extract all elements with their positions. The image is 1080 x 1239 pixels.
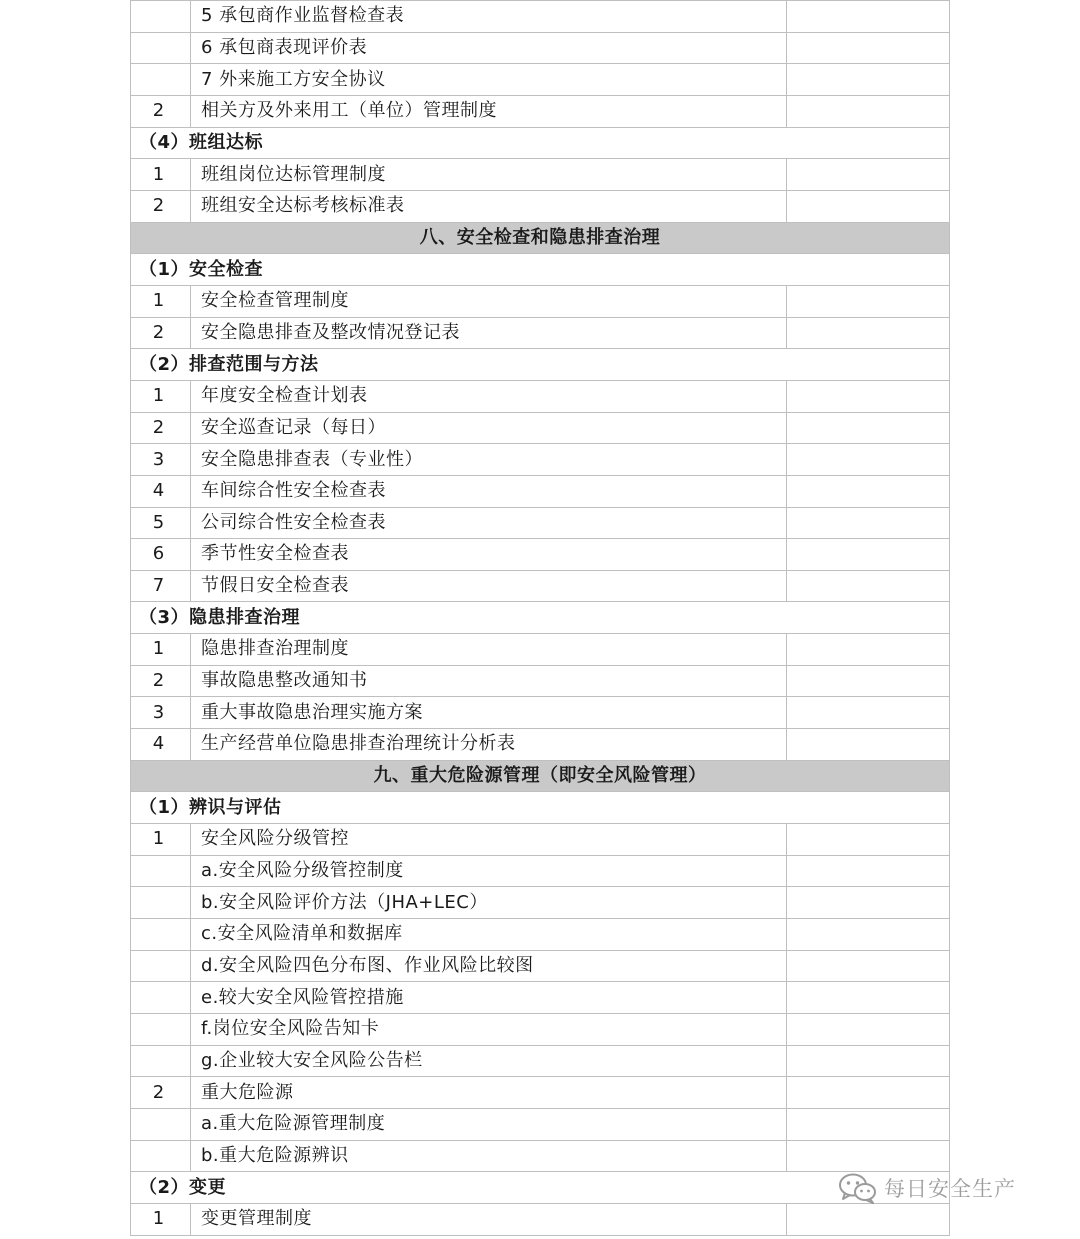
row-item-text: 隐患排查治理制度 — [191, 634, 787, 666]
table-row — [131, 950, 950, 982]
subsection-title: （2）排查范围与方法 — [131, 349, 950, 381]
row-item-text: 生产经营单位隐患排查治理统计分析表 — [191, 729, 787, 761]
row-remark-cell — [787, 475, 950, 507]
row-number — [131, 887, 191, 919]
table-row — [131, 380, 950, 412]
row-item-text: 变更管理制度 — [191, 1203, 787, 1235]
row-item-text: c.安全风险清单和数据库 — [191, 919, 787, 951]
watermark-text: 每日安全生产 — [884, 1177, 1016, 1201]
table-row — [131, 32, 950, 64]
table-row — [131, 729, 950, 761]
row-number: 2 — [131, 190, 191, 222]
row-number — [131, 1014, 191, 1046]
subsection-title: （2）变更 — [131, 1172, 950, 1204]
row-remark-cell — [787, 190, 950, 222]
row-item-text: a.重大危险源管理制度 — [191, 1108, 787, 1140]
row-item-text: e.较大安全风险管控措施 — [191, 982, 787, 1014]
row-item-text: 节假日安全检查表 — [191, 570, 787, 602]
table-row — [131, 887, 950, 919]
table-row — [131, 919, 950, 951]
table-row — [131, 64, 950, 96]
table-row — [131, 1045, 950, 1077]
row-remark-cell — [787, 855, 950, 887]
subsection-title: （4）班组达标 — [131, 127, 950, 159]
table-row — [131, 507, 950, 539]
section-title: 八、安全检查和隐患排查治理 — [131, 222, 950, 254]
table-row — [131, 665, 950, 697]
document-table — [130, 0, 950, 1236]
row-number — [131, 855, 191, 887]
row-item-text: 安全风险分级管控 — [191, 824, 787, 856]
row-remark-cell — [787, 1045, 950, 1077]
subsection-row — [131, 254, 950, 286]
row-item-text: 安全隐患排查表（专业性） — [191, 444, 787, 476]
row-number — [131, 919, 191, 951]
row-remark-cell — [787, 1014, 950, 1046]
table-row — [131, 475, 950, 507]
row-remark-cell — [787, 159, 950, 191]
row-remark-cell — [787, 507, 950, 539]
row-remark-cell — [787, 317, 950, 349]
subsection-row — [131, 349, 950, 381]
row-item-text: 季节性安全检查表 — [191, 539, 787, 571]
table-row — [131, 285, 950, 317]
row-item-text: 年度安全检查计划表 — [191, 380, 787, 412]
subsection-title: （1）安全检查 — [131, 254, 950, 286]
row-item-text: 班组安全达标考核标准表 — [191, 190, 787, 222]
row-number: 4 — [131, 475, 191, 507]
row-item-text: f.岗位安全风险告知卡 — [191, 1014, 787, 1046]
row-number — [131, 1108, 191, 1140]
table-row — [131, 317, 950, 349]
table-row — [131, 634, 950, 666]
table-row — [131, 444, 950, 476]
row-item-text: b.重大危险源辨识 — [191, 1140, 787, 1172]
row-number: 2 — [131, 1077, 191, 1109]
row-remark-cell — [787, 982, 950, 1014]
row-number: 2 — [131, 317, 191, 349]
row-item-text: 7 外来施工方安全协议 — [191, 64, 787, 96]
row-remark-cell — [787, 570, 950, 602]
row-number: 1 — [131, 824, 191, 856]
row-remark-cell — [787, 380, 950, 412]
row-item-text: 公司综合性安全检查表 — [191, 507, 787, 539]
section-title: 九、重大危险源管理（即安全风险管理） — [131, 760, 950, 792]
row-number: 1 — [131, 285, 191, 317]
table-row — [131, 1077, 950, 1109]
row-remark-cell — [787, 950, 950, 982]
row-item-text: g.企业较大安全风险公告栏 — [191, 1045, 787, 1077]
row-number: 1 — [131, 634, 191, 666]
row-number: 1 — [131, 1203, 191, 1235]
watermark — [838, 1172, 1016, 1204]
table-row — [131, 855, 950, 887]
row-item-text: d.安全风险四色分布图、作业风险比较图 — [191, 950, 787, 982]
table-row — [131, 1014, 950, 1046]
row-number: 5 — [131, 507, 191, 539]
table-row — [131, 697, 950, 729]
row-item-text: 重大事故隐患治理实施方案 — [191, 697, 787, 729]
subsection-row — [131, 602, 950, 634]
row-item-text: 重大危险源 — [191, 1077, 787, 1109]
row-remark-cell — [787, 412, 950, 444]
row-item-text: 班组岗位达标管理制度 — [191, 159, 787, 191]
row-remark-cell — [787, 1108, 950, 1140]
row-remark-cell — [787, 444, 950, 476]
row-item-text: 安全巡查记录（每日） — [191, 412, 787, 444]
row-number: 1 — [131, 159, 191, 191]
section-header-row — [131, 760, 950, 792]
row-remark-cell — [787, 697, 950, 729]
row-number: 3 — [131, 697, 191, 729]
row-number: 2 — [131, 412, 191, 444]
table-row — [131, 824, 950, 856]
row-number — [131, 982, 191, 1014]
row-number: 7 — [131, 570, 191, 602]
wechat-icon — [838, 1172, 878, 1204]
table-row — [131, 412, 950, 444]
row-number — [131, 32, 191, 64]
table-row — [131, 982, 950, 1014]
row-number — [131, 1140, 191, 1172]
row-number: 6 — [131, 539, 191, 571]
row-remark-cell — [787, 1203, 950, 1235]
section-header-row — [131, 222, 950, 254]
subsection-row — [131, 1172, 950, 1204]
subsection-title: （1）辨识与评估 — [131, 792, 950, 824]
row-item-text: a.安全风险分级管控制度 — [191, 855, 787, 887]
table-row — [131, 1108, 950, 1140]
row-item-text: 车间综合性安全检查表 — [191, 475, 787, 507]
row-number — [131, 950, 191, 982]
row-number — [131, 1, 191, 33]
table-row — [131, 570, 950, 602]
subsection-title: （3）隐患排查治理 — [131, 602, 950, 634]
row-remark-cell — [787, 887, 950, 919]
row-number — [131, 64, 191, 96]
row-number: 3 — [131, 444, 191, 476]
row-number — [131, 1045, 191, 1077]
row-remark-cell — [787, 1, 950, 33]
row-remark-cell — [787, 665, 950, 697]
row-remark-cell — [787, 64, 950, 96]
table-row — [131, 539, 950, 571]
row-item-text: 安全检查管理制度 — [191, 285, 787, 317]
row-remark-cell — [787, 824, 950, 856]
table-row — [131, 190, 950, 222]
table-row — [131, 159, 950, 191]
table-row — [131, 1, 950, 33]
row-item-text: 安全隐患排查及整改情况登记表 — [191, 317, 787, 349]
table-row — [131, 1140, 950, 1172]
row-remark-cell — [787, 32, 950, 64]
row-remark-cell — [787, 95, 950, 127]
subsection-row — [131, 127, 950, 159]
table-row — [131, 1203, 950, 1235]
row-number: 2 — [131, 665, 191, 697]
row-remark-cell — [787, 919, 950, 951]
row-remark-cell — [787, 539, 950, 571]
row-remark-cell — [787, 285, 950, 317]
row-remark-cell — [787, 1140, 950, 1172]
row-item-text: b.安全风险评价方法（JHA+LEC） — [191, 887, 787, 919]
row-item-text: 相关方及外来用工（单位）管理制度 — [191, 95, 787, 127]
row-item-text: 6 承包商表现评价表 — [191, 32, 787, 64]
row-remark-cell — [787, 634, 950, 666]
row-item-text: 5 承包商作业监督检查表 — [191, 1, 787, 33]
row-number: 4 — [131, 729, 191, 761]
row-number: 2 — [131, 95, 191, 127]
table-row — [131, 95, 950, 127]
row-number: 1 — [131, 380, 191, 412]
subsection-row — [131, 792, 950, 824]
row-remark-cell — [787, 1077, 950, 1109]
row-remark-cell — [787, 729, 950, 761]
row-item-text: 事故隐患整改通知书 — [191, 665, 787, 697]
